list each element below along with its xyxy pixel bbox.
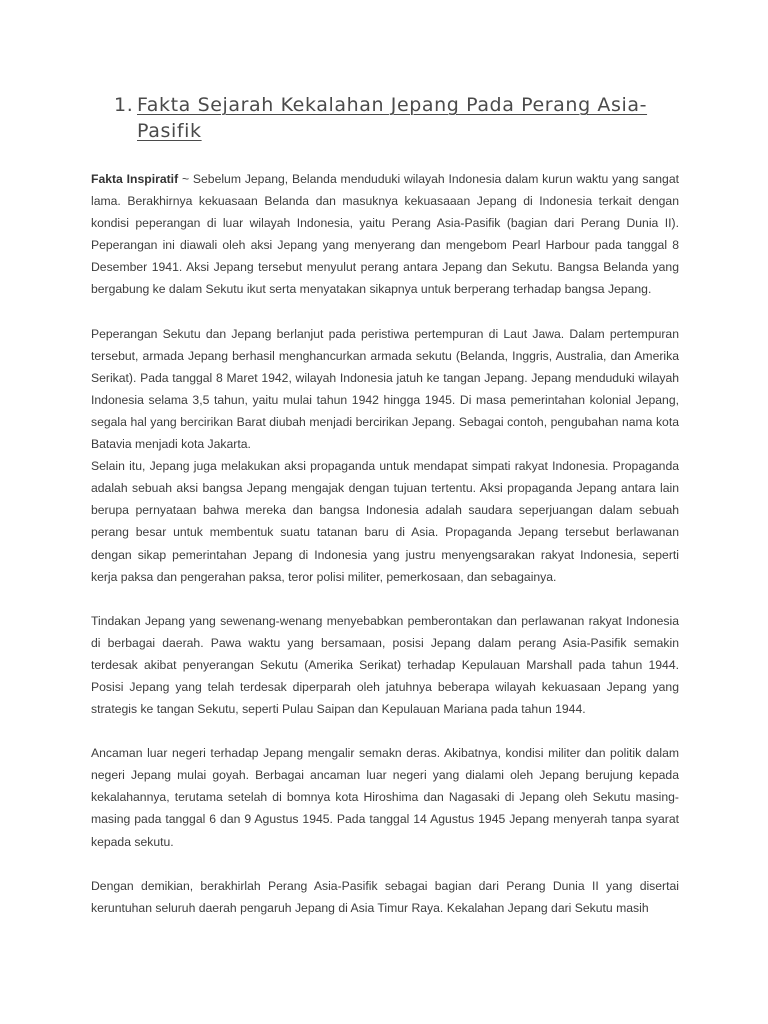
paragraph-4: Tindakan Jepang yang sewenang-wenang menyebabkan pemberontakan dan perlawanan rakyat Indonesia di berbagai daerah. Pawa waktu yang bersamaan, posisi Jepang dalam perang Asia-Pasifik semakin terdesak akibat penyerangan Sekutu (Amerika Serikat) terhadap Kepulauan Marshall pada tahun 1944. Posisi Jepang yang telah terdesak diperparah oleh jatuhnya beberapa wilayah kekuasaan Jepang yang strategis ke tangan Sekutu, seperti Pulau Saipan dan Kepulauan Mariana pada tahun 1944. xyxy=(91,613,679,717)
lead-text: Fakta Inspiratif xyxy=(91,172,179,186)
paragraph-2: Peperangan Sekutu dan Jepang berlanjut pada peristiwa pertempuran di Laut Jawa. Dalam pertempuran tersebut, armada Jepang berhasil menghancurkan armada sekutu (Belanda, Inggris, Australia, dan Amerika Serikat). Pada tanggal 8 Maret 1942, wilayah Indonesia jatuh ke tangan Jepang. Jepang menduduki wilayah Indonesia selama 3,5 tahun, yaitu mulai tahun 1942 hingga 1945. Di masa pemerintahan kolonial Jepang, segala hal yang bercirikan Barat diubah menjadi bercirikan Jepang. Sebagai contoh, pengubahan nama kota Batavia menjadi kota Jakarta. xyxy=(91,326,679,452)
paragraph-1 xyxy=(91,168,679,301)
section-heading xyxy=(114,92,654,144)
paragraph-1-text: ~ Sebelum Jepang, Belanda menduduki wilayah Indonesia dalam kurun waktu yang sangat lama. Berakhirnya kekuasaan Belanda dan masuknya kekuasaaan Jepang di Indonesia terkait dengan kondisi peperangan di luar wilayah Indonesia, yaitu Perang Asia-Pasifik (bagian dari Perang Dunia II). Peperangan ini diawali oleh aksi Jepang yang menyerang dan mengebom Pearl Harbour pada tanggal 8 Desember 1941. Aksi Jepang tersebut menyulut perang antara Jepang dan Sekutu. Bangsa Belanda yang bergabung ke dalam Sekutu ikut serta menyatakan sikapnya untuk berperang terhadap bangsa Jepang. xyxy=(91,172,679,297)
paragraph-5: Ancaman luar negeri terhadap Jepang mengalir semakn deras. Akibatnya, kondisi militer dan politik dalam negeri Jepang mulai goyah. Berbagai ancaman luar negeri yang dialami oleh Jepang berujung kepada kekalahannya, terutama setelah di bomnya kota Hiroshima dan Nagasaki di Jepang oleh Sekutu masing-masing pada tanggal 6 dan 9 Agustus 1945. Pada tanggal 14 Agustus 1945 Jepang menyerah tanpa syarat kepada sekutu. xyxy=(91,746,679,849)
paragraph-6: Dengan demikian, berakhirlah Perang Asia-Pasifik sebagai bagian dari Perang Dunia II yang disertai keruntuhan seluruh daerah pengaruh Jepang di Asia Timur Raya. Kekalahan Jepang dari Sekutu masih xyxy=(91,878,679,915)
paragraph-3: Selain itu, Jepang juga melakukan aksi propaganda untuk mendapat simpati rakyat Indonesia. Propaganda adalah sebuah aksi bangsa Jepang mengajak dengan tujuan tertentu. Aksi propaganda Jepang antara lain berupa pernyataan bahwa mereka dan bangsa Indonesia adalah saudara seperjuangan dalam sebuah perang besar untuk membentuk suatu tatanan baru di Asia. Propaganda Jepang tersebut berlawanan dengan sikap pemerintahan Jepang di Indonesia yang justru menyengsarakan rakyat Indonesia, seperti kerja paksa dan pengerahan paksa, teror polisi militer, pemerkosaan, dan sebagainya. xyxy=(91,459,679,584)
heading-number: 1. xyxy=(114,94,134,116)
article-body xyxy=(91,168,679,919)
heading-title: Fakta Sejarah Kekalahan Jepang Pada Perang Asia-Pasifik xyxy=(137,94,648,142)
